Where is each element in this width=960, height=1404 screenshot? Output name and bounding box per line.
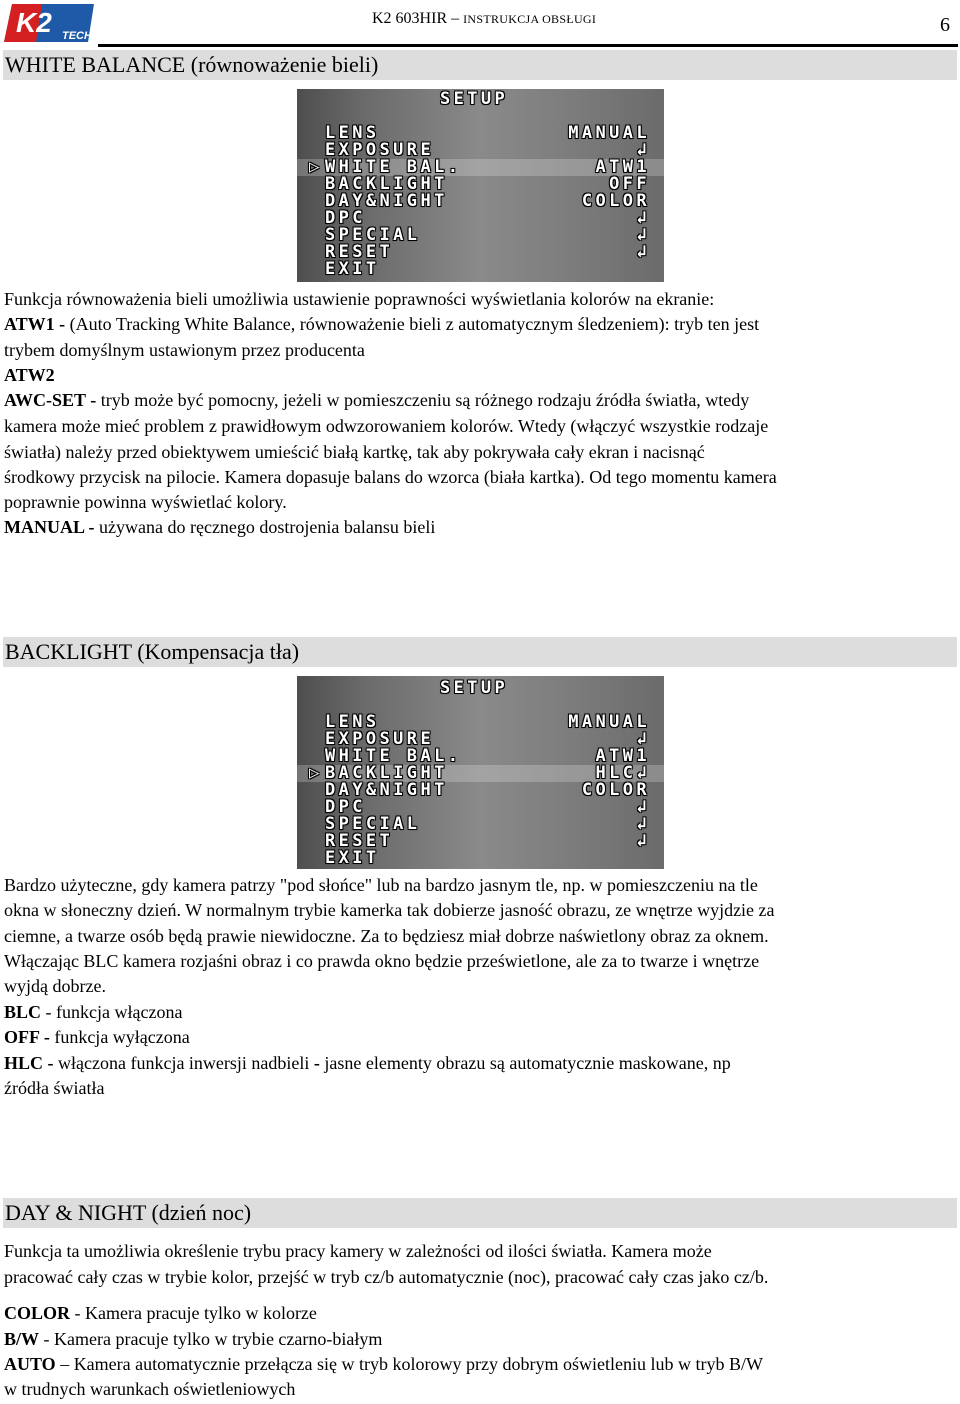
dash: -	[70, 1303, 86, 1323]
wb-awc-desc: tryb może być pomocny, jeżeli w pomieszczeniu są różnego rodzaju źródła światła, wtedy	[100, 390, 750, 410]
osd-item-exposure: EXPOSURE	[325, 729, 435, 749]
dn-option-bw	[4, 1328, 382, 1350]
dn-line-2: pracować cały czas w trybie kolor, przejść w tryb cz/b automatycznie (noc), pracować cały czas jako cz/b.	[4, 1267, 769, 1287]
osd-item-dpc: DPC	[325, 208, 366, 228]
title-separator: –	[447, 10, 464, 27]
osd-value-backlight: OFF	[609, 174, 650, 194]
wb-atw1-cont: trybem domyślnym ustawionym przez producenta	[4, 340, 365, 360]
bl-line-4: Włączając BLC kamera rozjaśni obraz i co prawda okno będzie prześwietlone, ale za to twarze i wnętrze	[4, 951, 760, 971]
bl-hlc-desc-2: jasne elementy obrazu są automatycznie maskowane, np	[324, 1053, 731, 1073]
osd-value-exposure: ↲	[636, 140, 650, 160]
dn-option-auto	[4, 1353, 763, 1375]
osd-value-day-night: COLOR	[581, 780, 650, 800]
osd-item-reset: RESET	[325, 831, 394, 851]
wb-manual-desc: używana do ręcznego dostrojenia balansu bieli	[99, 517, 436, 537]
wb-manual	[4, 516, 435, 538]
bl-blc-desc: funkcja włączona	[56, 1002, 183, 1022]
section-heading-white-balance: WHITE BALANCE (równoważenie bieli)	[3, 50, 957, 80]
section-heading-backlight: BACKLIGHT (Kompensacja tła)	[3, 637, 957, 667]
osd-value-lens: MANUAL	[568, 123, 650, 143]
bl-option-off	[4, 1026, 190, 1048]
osd-item-reset: RESET	[325, 242, 394, 262]
bl-line-1: Bardzo użyteczne, gdy kamera patrzy "pod słońce" lub na bardzo jasnym tle, np. w pomieszczeniu na tle	[4, 875, 758, 895]
osd-value-reset: ↲	[636, 831, 650, 851]
osd-value-lens: MANUAL	[568, 712, 650, 732]
term-bw: B/W	[4, 1329, 40, 1349]
osd-title: SETUP	[440, 678, 509, 698]
wb-atw1	[4, 313, 759, 335]
logo-subtext: TECH	[62, 30, 92, 42]
osd-item-lens: LENS	[325, 123, 380, 143]
wb-awc-line3: światła) należy przed obiektywem umieścić białą kartkę, tak aby pokrywała cały ekran i nacisnąć	[4, 442, 705, 462]
osd-value-backlight: HLC↲	[595, 763, 650, 783]
term-manual: MANUAL -	[4, 517, 95, 537]
osd-item-dpc: DPC	[325, 797, 366, 817]
dash: –	[55, 1354, 74, 1374]
osd-item-special: SPECIAL	[325, 814, 421, 834]
osd-value-exposure: ↲	[636, 729, 650, 749]
osd-item-day-night: DAY&NIGHT	[325, 780, 448, 800]
page-number: 6	[940, 14, 950, 36]
osd-value-reset: ↲	[636, 242, 650, 262]
osd-title: SETUP	[440, 89, 509, 109]
osd-item-white-bal: WHITE BAL.	[325, 157, 462, 177]
osd-value-special: ↲	[636, 814, 650, 834]
osd-item-backlight: BACKLIGHT	[325, 763, 448, 783]
dn-auto-cont: w trudnych warunkach oświetleniowych	[4, 1379, 296, 1399]
page-header	[0, 0, 960, 50]
wb-awc-line4: środkowy przycisk na pilocie. Kamera dopasuje balans do wzorca (biała kartka). Od tego momentu kamera	[4, 467, 777, 487]
logo-text: K2	[16, 7, 52, 38]
osd-value-dpc: ↲	[636, 208, 650, 228]
osd-item-day-night: DAY&NIGHT	[325, 191, 448, 211]
osd-value-white-bal: ATW1	[595, 157, 650, 177]
osd-item-exit: EXIT	[325, 848, 380, 868]
osd-value-white-bal: ATW1	[595, 746, 650, 766]
term-atw2: ATW2	[4, 365, 55, 385]
dash: -	[41, 1002, 57, 1022]
model-name: K2 603HIR	[372, 10, 448, 27]
osd-value-special: ↲	[636, 225, 650, 245]
bl-line-3: ciemne, a twarze osób będą prawie niewidoczne. Za to będziesz miał dobrze naświetlony obraz za oknem.	[4, 926, 769, 946]
osd-pointer-icon: ▷	[309, 157, 320, 177]
bl-hlc-cont: źródła światła	[4, 1078, 105, 1098]
term-auto: AUTO	[4, 1354, 56, 1374]
term-color: COLOR	[4, 1303, 71, 1323]
k2-tech-logo	[2, 2, 98, 44]
bl-line-2: okna w słoneczny dzień. W normalnym trybie kamerka tak dobierze jasność obrazu, ze wnętrze wyjdzie za	[4, 900, 775, 920]
osd-menu-white-balance	[297, 89, 664, 282]
term-off: OFF -	[4, 1027, 50, 1047]
osd-item-white-bal: WHITE BAL.	[325, 746, 462, 766]
wb-intro: Funkcja równoważenia bieli umożliwia ustawienie poprawności wyświetlania kolorów na ekranie:	[4, 289, 715, 309]
dash: -	[39, 1329, 55, 1349]
osd-item-backlight: BACKLIGHT	[325, 174, 448, 194]
bl-hlc-desc: włączona funkcja inwersji nadbieli	[58, 1053, 310, 1073]
wb-awc	[4, 389, 749, 411]
wb-atw2	[4, 364, 55, 386]
manual-label: INSTRUKCJA OBSŁUGI	[463, 12, 597, 26]
wb-awc-line2: kamera może mieć problem z prawidłowym odwzorowaniem kolorów. Wtedy (włączyć wszystkie rodzaje	[4, 416, 769, 436]
wb-atw1-desc: (Auto Tracking White Balance, równoważenie bieli z automatycznym śledzeniem): tryb ten jest	[69, 314, 760, 334]
osd-menu-backlight	[297, 676, 664, 869]
dn-bw-desc: Kamera pracuje tylko w trybie czarno-białym	[54, 1329, 383, 1349]
osd-value-dpc: ↲	[636, 797, 650, 817]
osd-item-exposure: EXPOSURE	[325, 140, 435, 160]
document-title	[372, 10, 596, 28]
bl-option-hlc	[4, 1052, 731, 1074]
header-divider	[98, 44, 958, 47]
osd-item-exit: EXIT	[325, 259, 380, 279]
term-hlc: HLC -	[4, 1053, 54, 1073]
osd-pointer-icon: ▷	[309, 763, 320, 783]
wb-awc-line5: poprawnie powinna wyświetlać kolory.	[4, 492, 287, 512]
term-awc-set: AWC-SET -	[4, 390, 97, 410]
dn-auto-desc: Kamera automatycznie przełącza się w tryb kolorowy przy dobrym oświetleniu lub w tryb B/W	[73, 1354, 763, 1374]
dash: -	[309, 1053, 325, 1073]
bl-off-desc: funkcja wyłączona	[54, 1027, 190, 1047]
term-blc: BLC	[4, 1002, 42, 1022]
osd-item-special: SPECIAL	[325, 225, 421, 245]
term-atw1: ATW1 -	[4, 314, 66, 334]
dn-color-desc: Kamera pracuje tylko w kolorze	[85, 1303, 317, 1323]
bl-line-5: wyjdą dobrze.	[4, 976, 106, 996]
bl-option-blc	[4, 1001, 182, 1023]
osd-value-day-night: COLOR	[581, 191, 650, 211]
dn-option-color	[4, 1302, 317, 1324]
section-heading-day-night: DAY & NIGHT (dzień noc)	[3, 1198, 957, 1228]
dn-line-1: Funkcja ta umożliwia określenie trybu pracy kamery w zależności od ilości światła. Kamera może	[4, 1241, 712, 1261]
osd-item-lens: LENS	[325, 712, 380, 732]
